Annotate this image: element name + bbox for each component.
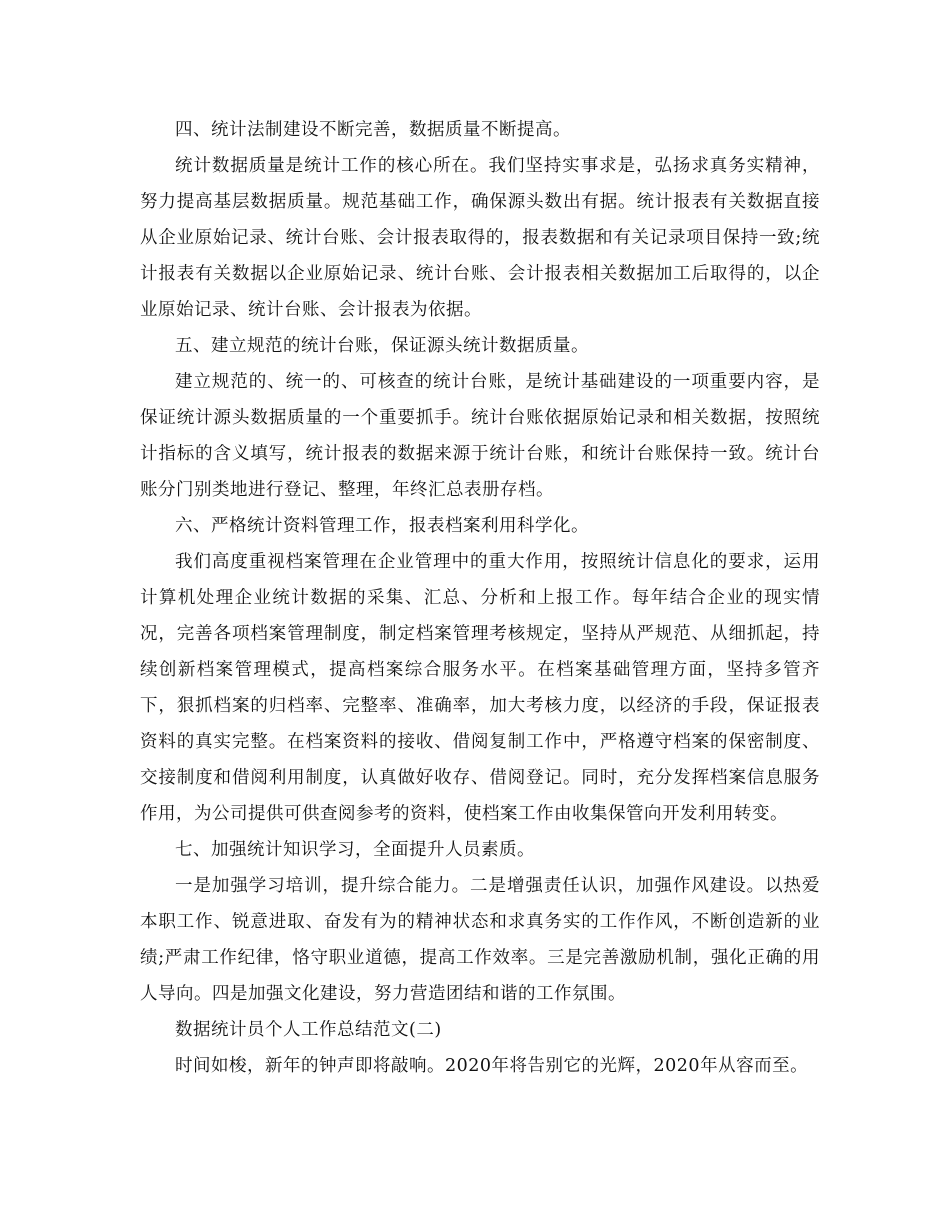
paragraph-new-year: 时间如梭，新年的钟声即将敲响。2020年将告别它的光辉，2020年从容而至。 xyxy=(175,1056,809,1076)
section-heading-5: 五、建立规范的统计台账，保证源头统计数据质量。 xyxy=(175,336,589,356)
paragraph-staff-training: 一是加强学习培训，提升综合能力。二是增强责任认识，加强作风建设。以热爱本职工作、锐意进取、奋发有为的精神状态和求真务实的工作作风，不断创造新的业绩;严肃工作纪律，恪守职业道德，提高工作效率。三是完善激励机制，强化正确的用人导向。四是加强文化建设，努力营造团结和谐的工作氛围。 xyxy=(140,876,820,1004)
document-body xyxy=(140,112,820,1084)
sample-title: 数据统计员个人工作总结范文(二) xyxy=(175,1020,442,1040)
paragraph-data-quality: 统计数据质量是统计工作的核心所在。我们坚持实事求是，弘扬求真务实精神，努力提高基层数据质量。规范基础工作，确保源头数出有据。统计报表有关数据直接从企业原始记录、统计台账、会计报表取得的，报表数据和有关记录项目保持一致;统计报表有关数据以企业原始记录、统计台账、会计报表相关数据加工后取得的，以企业原始记录、统计台账、会计报表为依据。 xyxy=(140,156,820,320)
section-heading-7: 七、加强统计知识学习，全面提升人员素质。 xyxy=(175,840,535,860)
paragraph-archive-management: 我们高度重视档案管理在企业管理中的重大作用，按照统计信息化的要求，运用计算机处理企业统计数据的采集、汇总、分析和上报工作。每年结合企业的现实情况，完善各项档案管理制度，制定档案管理考核规定，坚持从严规范、从细抓起，持续创新档案管理模式，提高档案综合服务水平。在档案基础管理方面，坚持多管齐下，狠抓档案的归档率、完整率、准确率，加大考核力度，以经济的手段，保证报表资料的真实完整。在档案资料的接收、借阅复制工作中，严格遵守档案的保密制度、交接制度和借阅利用制度，认真做好收存、借阅登记。同时，充分发挥档案信息服务作用，为公司提供可供查阅参考的资料，使档案工作由收集保管向开发利用转变。 xyxy=(140,552,820,824)
section-heading-6: 六、严格统计资料管理工作，报表档案利用科学化。 xyxy=(175,516,589,536)
section-heading-4: 四、统计法制建设不断完善，数据质量不断提高。 xyxy=(175,120,571,140)
paragraph-statistics-ledger: 建立规范的、统一的、可核查的统计台账，是统计基础建设的一项重要内容，是保证统计源头数据质量的一个重要抓手。统计台账依据原始记录和相关数据，按照统计指标的含义填写，统计报表的数据来源于统计台账，和统计台账保持一致。统计台账分门别类地进行登记、整理，年终汇总表册存档。 xyxy=(140,372,820,500)
